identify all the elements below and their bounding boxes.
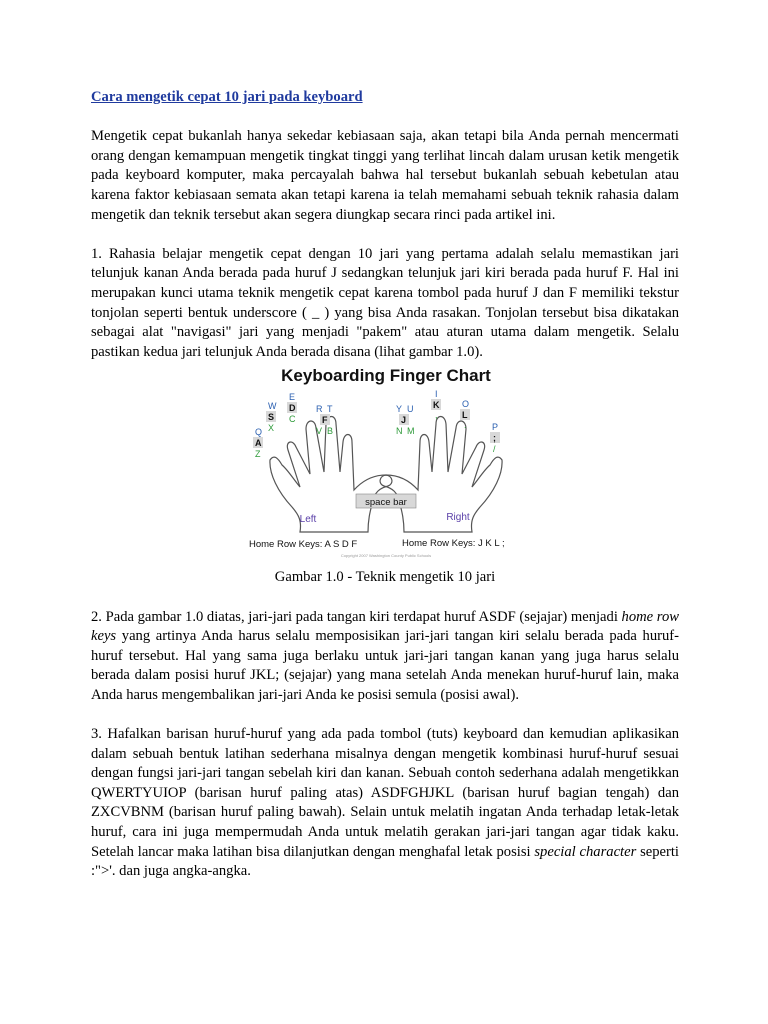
chart-title: Keyboarding Finger Chart: [281, 366, 491, 386]
key-slash: /: [493, 444, 496, 455]
intro-paragraph: Mengetik cepat bukanlah hanya sekedar kebiasaan saja, akan tetapi bila Anda pernah mencermati orang dengan kemampuan mengetik tingkat tinggi yang terlihat lincah dalam urusan ketik mengetik pada keyboard komputer, maka percayalah bahwa hal tersebut bukanlah sebuah kebetulan atau karena faktor kebiasaan semata akan tetapi karena ia telah memahami sebuah teknik rahasia dalam mengetik dan teknik tersebut akan segera diungkap secara rinci pada artikel ini.: [91, 128, 679, 223]
key-k: K: [433, 400, 440, 411]
key-d: D: [289, 403, 296, 414]
key-q: Q: [255, 427, 263, 438]
key-comma: ,: [435, 410, 438, 421]
key-f: F: [322, 415, 328, 426]
key-u: U: [407, 404, 414, 415]
key-s: S: [268, 412, 275, 423]
home-row-keys-emphasis: home row keys: [91, 608, 679, 645]
left-hand-label: Left: [299, 514, 317, 526]
right-hand-label: Right: [446, 512, 470, 524]
key-l: L: [462, 410, 468, 421]
key-i: I: [435, 389, 438, 400]
key-semicolon: ;: [493, 433, 496, 444]
key-x: X: [268, 423, 275, 434]
key-z: Z: [255, 449, 261, 460]
home-row-left-label: Home Row Keys: A S D F: [249, 539, 358, 551]
key-period: .: [464, 420, 467, 431]
home-row-right-label: Home Row Keys: J K L ;: [402, 538, 505, 550]
key-b: B: [327, 426, 334, 437]
point-2-paragraph: 2. Pada gambar 1.0 diatas, jari-jari pada tangan kiri terdapat huruf ASDF (sejajar) menjadi home row keys yang artinya Anda harus selalu memposisikan jari-jari tangan kiri selalu berada pada huruf-huruf tersebut. Hal yang sama juga berlaku untuk jari-jari tangan kanan yang juga harus selalu berada dalam posisi huruf JKL; (sejajar) yang mana setelah Anda menekan huruf-huruf lain, maka Anda harus mengembalikan jari-jari Anda ke posisi semula (posisi awal).: [91, 608, 679, 703]
key-e: E: [289, 392, 296, 403]
key-y: Y: [396, 404, 403, 415]
key-a: A: [255, 438, 262, 449]
key-w: W: [268, 401, 277, 412]
point-3-paragraph: 3. Hafalkan barisan huruf-huruf yang ada pada tombol (tuts) keyboard dan kemudian aplikasikan dalam sebuah bentuk latihan sederhana misalnya dengan mengetik kombinasi huruf-huruf sesuai dengan fungsi jari-jari tangan sebelah kiri dan kanan. Sebuah contoh sederhana adalah mengetikkan QWERTYUIOP (barisan huruf paling atas) ASDFGHJKL (barisan huruf bagian tengah) dan ZXCVBNM (barisan huruf paling bawah). Selain untuk melatih ingatan Anda terhadap letak-letak huruf, cara ini juga mempermudah Anda untuk melatih gerakan jari-jari tangan agar tidak kaku. Setelah lancar maka latihan bisa dilanjutkan dengan menghafal letak posisi special character seperti :">'. dan juga angka-angka.: [91, 726, 679, 880]
keyboarding-finger-chart: [236, 362, 536, 558]
special-character-emphasis: special character: [534, 843, 637, 860]
point-1-paragraph: 1. Rahasia belajar mengetik cepat dengan 10 jari yang pertama adalah selalu memastikan jari telunjuk kanan Anda berada pada huruf J sedangkan telunjuk jari kiri berada pada huruf F. Hal ini merupakan kunci utama teknik mengetik cepat karena tombol pada huruf J dan F memiliki tekstur tonjolan seperti bentuk underscore ( _ ) yang bisa Anda rasakan. Tonjolan tersebut bisa dikatakan sebagai alat "navigasi" jari yang menjadi "pakem" atau aturan utama dalam mengetik. Selalu pastikan kedua jari telunjuk Anda berada disana (lihat gambar 1.0).: [91, 245, 679, 360]
key-t: T: [327, 404, 333, 415]
key-m: M: [407, 426, 415, 437]
key-r: R: [316, 404, 323, 415]
article-title-link[interactable]: Cara mengetik cepat 10 jari pada keyboard: [91, 89, 363, 105]
copyright-text: Copyright 2007 Washington County Public Schools: [340, 553, 432, 559]
document-page: [91, 88, 679, 882]
space-bar-label: space bar: [365, 497, 407, 509]
finger-chart-image: [236, 362, 536, 558]
key-c: C: [289, 414, 296, 425]
key-p: P: [492, 422, 499, 433]
key-n: N: [396, 426, 403, 437]
key-v: V: [316, 426, 323, 437]
key-o: O: [462, 399, 470, 410]
key-j: J: [401, 415, 407, 426]
figure-caption: Gambar 1.0 - Teknik mengetik 10 jari: [274, 569, 496, 586]
